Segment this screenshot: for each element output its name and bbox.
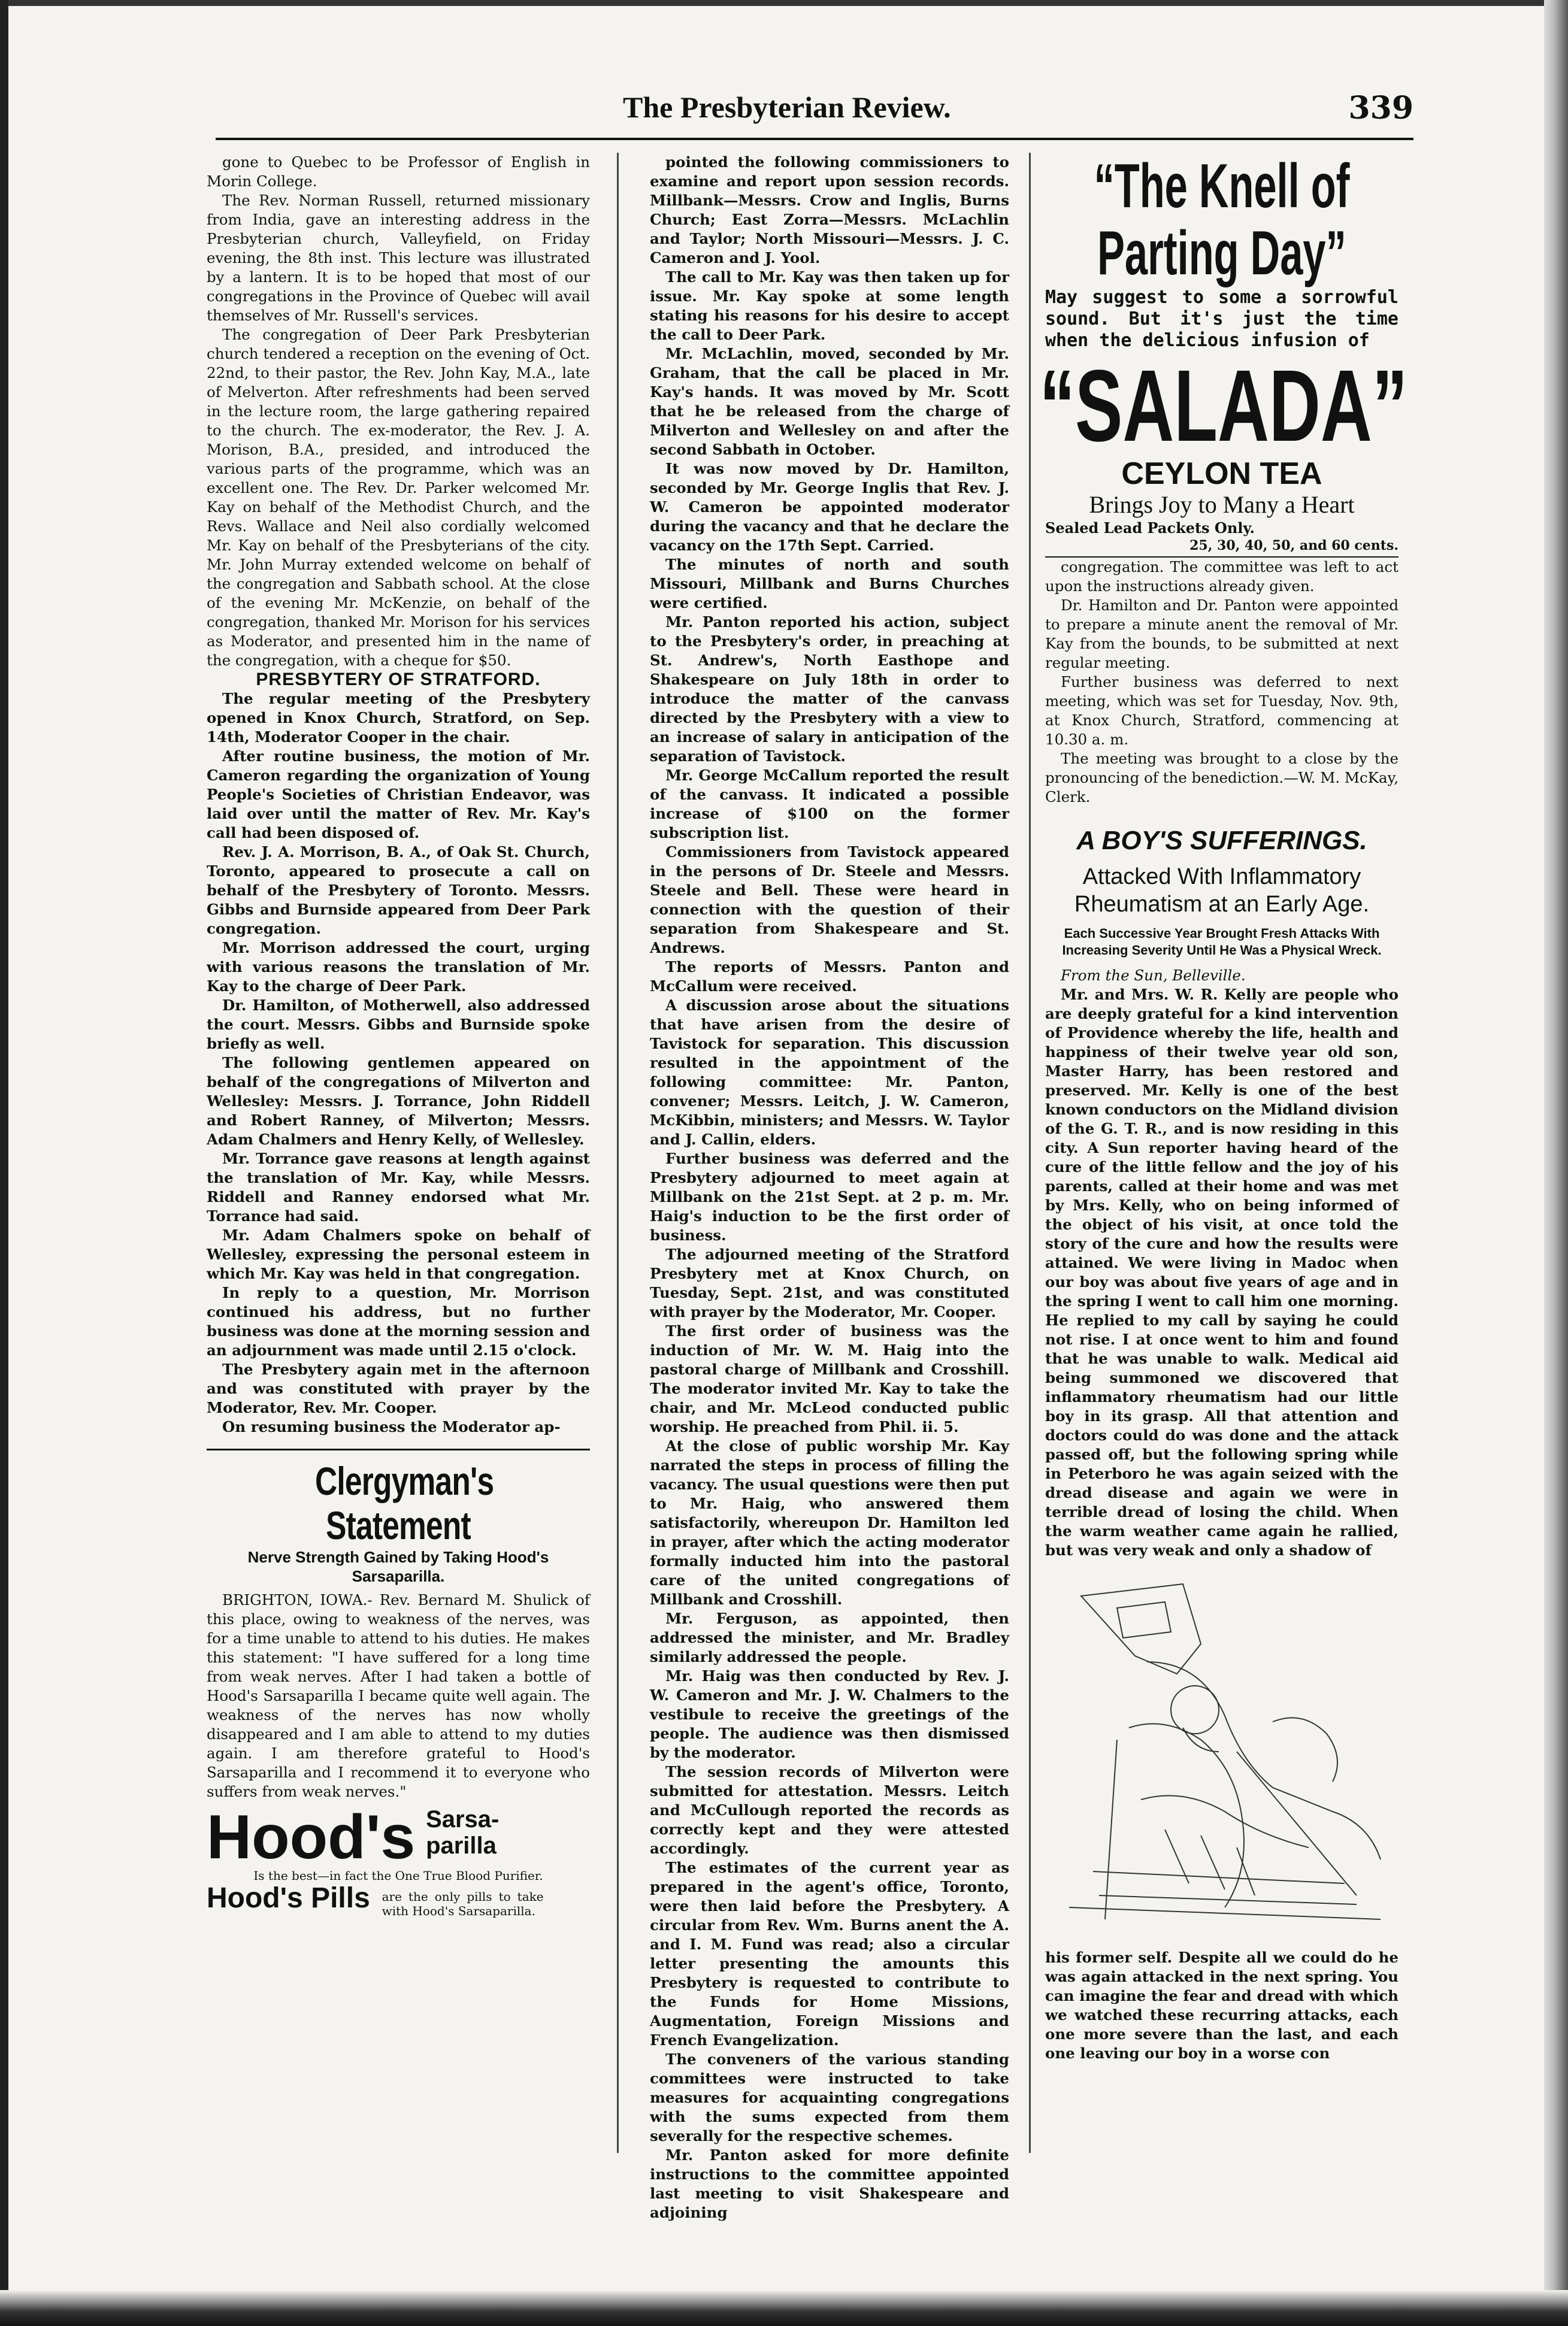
paragraph: Further business was deferred and the Presbytery adjourned to meet again at Millbank on the 21st Sept. at 2 p. m. Mr. Haig's induction to be the first order of business. [650, 1150, 1009, 1244]
ad-subheading: Nerve Strength Gained by Taking Hood's Sarsaparilla. [247, 1548, 549, 1585]
paragraph: The following gentlemen appeared on behalf of the congregations of Milverton and Wellesley: Messrs. J. Torrance, John Riddell and Robert Ranney, of Milverton; Messrs. Adam Chalmers and Henry Kelly, of Wellesley. [207, 1054, 590, 1148]
scan-edge-bottom [0, 2290, 1568, 2326]
paragraph: The call to Mr. Kay was then taken up for issue. Mr. Kay spoke at some length stating his reasons for his desire to accept the call to Deer Park. [650, 268, 1009, 343]
paragraph: Mr. and Mrs. W. R. Kelly are people who are deeply grateful for a kind intervention of Providence whereby the life, health and happiness of their twelve year old son, Master Harry, has been restored and preserved. Mr. Kelly is one of the best known conductors on the Midland division of the G. T. R., and is now residing in this city. A Sun reporter having heard of the cure of the little fellow and the joy of his parents, called at their home and was met by Mrs. Kelly, who on being informed of the object of his visit, at once told the story of the cure and how the results were attained. We were living in Madoc when our boy was about five years of age and in the spring I went to call him one morning. He replied to my call by saying he could not rise. I at once went to him and found that he was unable to walk. Medical aid being summoned we discovered that inflammatory rheumatism had our little boy in its grasp. All that attention and doctors could do was done and the attack passed off, but the following spring while in Peterboro he was again seized with the dread disease and again we were in terrible dread of losing the child. When the warm weather came again he rallied, but was very weak and only a shadow of [1045, 986, 1399, 1559]
paragraph: The adjourned meeting of the Stratford Presbytery met at Knox Church, on Tuesday, Sept. 21st, and was constituted with prayer by the Moderator, Mr. Cooper. [650, 1246, 1009, 1321]
scan-edge-right [1544, 0, 1568, 2326]
paragraph: The regular meeting of the Presbytery opened in Knox Church, Stratford, on Sep. 14th, Moderator Cooper in the chair. [207, 690, 590, 746]
column-divider-1 [617, 153, 619, 2153]
hoods-logo-row [207, 1803, 590, 1872]
pills-row [207, 1882, 590, 1918]
hoods-logo: Hood's [207, 1803, 416, 1872]
hoods-tagline: Is the best—in fact the One True Blood Purifier. [253, 1868, 543, 1883]
paragraph: After routine business, the motion of Mr. Cameron regarding the organization of Young People's Societies of Christian Endeavor, was laid over until the matter of Rev. Mr. Kay's call had been disposed of. [207, 747, 590, 841]
salada-slogan: Brings Joy to Many a Heart [1089, 491, 1355, 518]
paragraph: Further business was deferred to next meeting, which was set for Tuesday, Nov. 9th, at Knox Church, Stratford, commencing at 10.30 a. m. [1045, 673, 1399, 748]
salada-logo: “SALADA” [1039, 349, 1408, 463]
column-2 [650, 153, 1009, 2222]
column-1 [207, 153, 590, 1918]
salada-prices: 25, 30, 40, 50, and 60 cents. [1189, 538, 1399, 553]
hoods-side-line2: parilla [426, 1833, 497, 1859]
paragraph: gone to Quebec to be Professor of English in Morin College. [207, 153, 590, 190]
pills-label: Hood's Pills [207, 1882, 370, 1914]
paragraph: Mr. Ferguson, as appointed, then addressed the minister, and Mr. Bradley similarly addressed the people. [650, 1610, 1009, 1665]
article-heading: A BOY'S SUFFERINGS. [1076, 826, 1367, 855]
salada-advertisement [1039, 152, 1408, 554]
article-subheading: Attacked With Inflammatory Rheumatism at an Early Age. [1074, 864, 1370, 917]
knell-heading: “The Knell of Parting Day” [1094, 152, 1350, 288]
article-source: From the Sun, Belleville. [1061, 967, 1246, 984]
paragraph: Mr. Adam Chalmers spoke on behalf of Wellesley, expressing the personal esteem in which Mr. Kay was held in that congregation. [207, 1226, 590, 1282]
paragraph: Mr. Panton reported his action, subject to the Presbytery's order, in preaching at St. Andrew's, North Easthope and Shakespeare on July 18th in order to introduce the matter of the canvass directed by the Presbytery with a view to an increase of salary in anticipation of the separation of Tavistock. [650, 613, 1009, 765]
ad-heading: Clergyman's Statement [314, 1459, 494, 1547]
pills-note: are the only pills to take with Hood's Sarsaparilla. [382, 1889, 544, 1918]
paragraph: Dr. Hamilton, of Motherwell, also addressed the court. Messrs. Gibbs and Burnside spoke briefly as well. [207, 997, 590, 1052]
header-rule [216, 138, 1413, 140]
paragraph: pointed the following commissioners to examine and report upon session records. Millbank—Messrs. Crow and Inglis, Burns Church; East Zorra—Messrs. McLachlin and Taylor; North Missouri—Messrs. J. C. Cameron and J. Yool. [650, 153, 1009, 266]
paragraph: his former self. Despite all we could do he was again attacked in the next spring. You can imagine the fear and dread with which we watched these recurring attacks, each one more severe than the last, and each one leaving our boy in a worse con [1045, 1949, 1399, 2062]
paragraph: Commissioners from Tavistock appeared in the persons of Dr. Steele and Messrs. Steele and Bell. These were heard in connection with the question of their separation from Shakespeare and St. Andrews. [650, 843, 1009, 956]
paragraph: Mr. McLachlin, moved, seconded by Mr. Graham, that the call be placed in Mr. Kay's hands. It was moved by Mr. Scott that he be released from the charge of Milverton and Wellesley on and after the second Sabbath in October. [650, 345, 1009, 458]
page-number: 339 [1348, 90, 1413, 126]
scan-edge-top [0, 0, 1568, 6]
knell-body: May suggest to some a sorrowful sound. But it's just the time when the delicious infusion of [1045, 287, 1399, 351]
paragraph: At the close of public worship Mr. Kay narrated the steps in process of filling the vacancy. The usual questions were then put to Mr. Haig, who answered them satisfactorily, whereupon Dr. Hamilton led in prayer, after which the acting moderator formally inducted him into the pastoral care of the united congregations of Millbank and Crosshill. [650, 1437, 1009, 1608]
paragraph: Mr. Haig was then conducted by Rev. J. W. Cameron and Mr. J. W. Chalmers to the vestibule to receive the greetings of the people. The audience was then dismissed by the moderator. [650, 1667, 1009, 1761]
paragraph: It was now moved by Dr. Hamilton, seconded by Mr. George Inglis that Rev. J. W. Cameron be appointed moderator during the vacancy and that he declare the vacancy on the 17th Sept. Carried. [650, 460, 1009, 554]
paragraph: The Rev. Norman Russell, returned missionary from India, gave an interesting address in the Presbyterian church, Valleyfield, on Friday evening, the 8th inst. This lecture was illustrated by a lantern. It is to be hoped that most of our congregations in the Province of Quebec will avail themselves of Mr. Russell's services. [207, 192, 590, 324]
paragraph: The conveners of the various standing committees were instructed to take measures for acquainting congregations with the sums expected from them severally for the respective schemes. [650, 2051, 1009, 2145]
paragraph: The congregation of Deer Park Presbyterian church tendered a reception on the evening of Oct. 22nd, to their pastor, the Rev. John Kay, M.A., late of Melverton. After refreshments had been served in the lecture room, the large gathering repaired to the church. The ex-moderator, the Rev. J. A. Morison, B.A., presided, and introduced the various parts of the programme, which was an excellent one. The Rev. Dr. Parker welcomed Mr. Kay on behalf of the Methodist Church, and the Revs. Wallace and Neil also cordially welcomed Mr. Kay on behalf of the Presbyterians of the city. Mr. John Murray extended welcome on behalf of the congregation and Sabbath school. At the close of the evening Mr. McKenzie, on behalf of the congregation, thanked Mr. Morison for his services as Moderator, and presented him in the name of the congregation, with a cheque for $50. [207, 326, 590, 669]
salada-packets: Sealed Lead Packets Only. [1045, 519, 1255, 537]
boy-in-chair-illustration [1045, 1572, 1399, 1931]
paragraph: The session records of Milverton were submitted for attestation. Messrs. Leitch and McCullough reported the records as correctly kept and they were attested accordingly. [650, 1763, 1009, 1857]
paragraph: Mr. George McCallum reported the result of the canvass. It indicated a possible increase of $100 on the former subscription list. [650, 767, 1009, 841]
paragraph: Mr. Torrance gave reasons at length against the translation of Mr. Kay, while Messrs. Riddell and Ranney endorsed what Mr. Torrance had said. [207, 1150, 590, 1225]
paragraph: The estimates of the current year as prepared in the agent's office, Toronto, were then laid before the Presbytery. A circular from Rev. Wm. Burns anent the A. and I. M. Fund was read; also a circular letter presenting the amounts this Presbytery is requested to contribute to the Funds for Home Missions, Augmentation, Foreign Missions and French Evangelization. [650, 1859, 1009, 2049]
hoods-advertisement [207, 1449, 590, 1918]
column-3 [1039, 152, 1408, 2063]
paragraph: Rev. J. A. Morrison, B. A., of Oak St. Church, Toronto, appeared to prosecute a call on behalf of the Presbytery of Toronto. Messrs. Gibbs and Burnside appeared from Deer Park congregation. [207, 843, 590, 937]
paragraph: The meeting was brought to a close by the pronouncing of the benediction.—W. M. McKay, Clerk. [1045, 750, 1399, 805]
column-divider-2 [1029, 153, 1031, 2153]
paragraph: Dr. Hamilton and Dr. Panton were appointed to prepare a minute anent the removal of Mr. Kay from the bounds, to be submitted at next regular meeting. [1045, 596, 1399, 671]
running-title: The Presbyterian Review. [623, 90, 951, 124]
paragraph: In reply to a question, Mr. Morrison continued his address, but no further business was done at the morning session and an adjournment was made until 2.15 o'clock. [207, 1284, 590, 1359]
paragraph: The Presbytery again met in the afternoon and was constituted with prayer by the Moderator, Rev. Mr. Cooper. [207, 1361, 590, 1416]
paragraph: The minutes of north and south Missouri, Millbank and Burns Churches were certified. [650, 556, 1009, 611]
scan-edge-left [0, 0, 8, 2326]
paragraph: Mr. Morrison addressed the court, urging with various reasons the translation of Mr. Kay to the charge of Deer Park. [207, 939, 590, 995]
ad-body: BRIGHTON, IOWA.- Rev. Bernard M. Shulick of this place, owing to weakness of the nerves, was for a time unable to attend to his duties. He makes this statement: "I have suffered for a long time from weak nerves. After I had taken a bottle of Hood's Sarsaparilla I became quite well again. The weakness of the nerves has now wholly disappeared and I am able to attend to my duties again. I am therefore grateful to Hood's Sarsaparilla and I recommend it to everyone who suffers from weak nerves." [207, 1591, 590, 1800]
section-heading: PRESBYTERY OF STRATFORD. [256, 670, 541, 689]
paragraph: The first order of business was the induction of Mr. W. M. Haig into the pastoral charge of Millbank and Crosshill. The moderator invited Mr. Kay to take the chair, and Mr. McLeod conducted public worship. He preached from Phil. ii. 5. [650, 1322, 1009, 1435]
paragraph: The reports of Messrs. Panton and McCallum were received. [650, 958, 1009, 995]
paragraph: A discussion arose about the situations that have arisen from the desire of Tavistock for separation. This discussion resulted in the appointment of the following committee: Mr. Panton, convener; Messrs. Leitch, J. W. Cameron, McKibbin, ministers; and Messrs. W. Taylor and J. Callin, elders. [650, 997, 1009, 1148]
ceylon-tea-label: CEYLON TEA [1121, 456, 1322, 491]
paragraph: On resuming business the Moderator ap- [222, 1418, 561, 1435]
paragraph: congregation. The committee was left to act upon the instructions already given. [1045, 558, 1399, 595]
hoods-logo-side [426, 1806, 499, 1859]
paragraph: Mr. Panton asked for more definite instructions to the committee appointed last meeting to visit Shakespeare and adjoining [650, 2146, 1009, 2221]
hoods-side-line1: Sarsa- [426, 1806, 500, 1833]
article-deck: Each Successive Year Brought Fresh Attacks With Increasing Severity Until He Was a Physical Wreck. [1062, 926, 1382, 958]
page-header [216, 90, 1413, 144]
